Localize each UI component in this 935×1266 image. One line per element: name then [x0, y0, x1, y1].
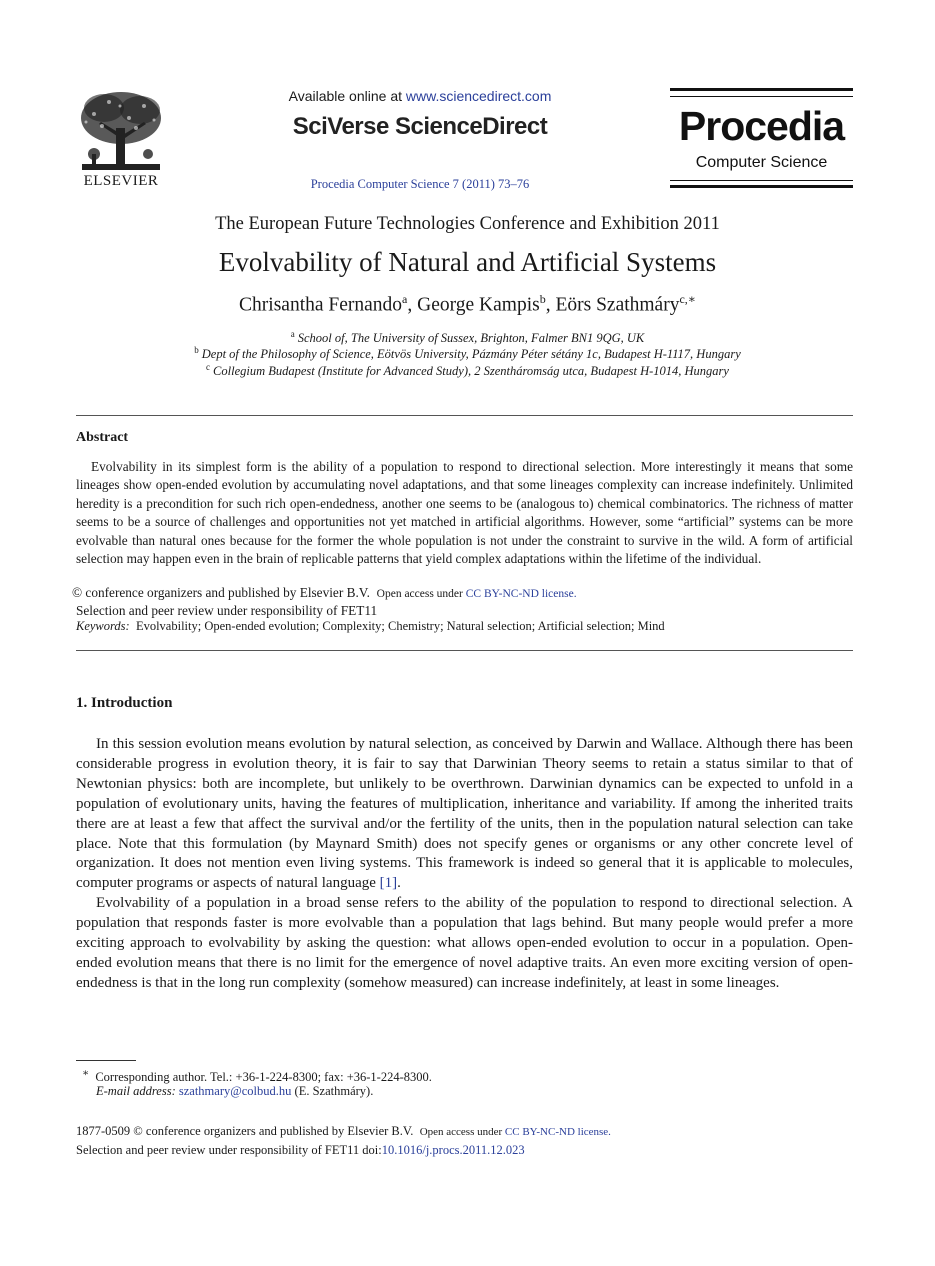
footer-copyright: © conference organizers and published by Elsevier B.V.: [133, 1124, 414, 1138]
footnote-rule: [76, 1060, 136, 1061]
author-separator: ,: [407, 294, 418, 316]
author-separator: ,: [545, 294, 556, 316]
footnote-text: Corresponding author. Tel.: +36-1-224-8300; fax: +36-1-224-8300.: [95, 1070, 432, 1085]
affiliation: [0, 329, 935, 346]
abstract-body: Evolvability in its simplest form is the ability of a population to respond to directional selection. More interestingly it means that some lineages show open-ended evolution by accumulating novel adaptations, and that some lineages complexity can increase indefinitely. Unlimited heredity is a precondition for such rich open-endedness, another one seems to be (analogous to) chemical combinatorics. The richness of matter seems to be a source of challenges and opportunities not yet matched in artificial algorithms. However, some “artificial” systems can be more evolvable than natural ones because for the former the whole population is not under the constraint to survive in the wild. A form of artificial selection may happen even in the brain of replicable patterns that yield complex adaptations within the lifetime of the individual.: [76, 459, 853, 567]
license-link[interactable]: CC BY-NC-ND license.: [465, 588, 577, 600]
platform-name: SciVerse ScienceDirect: [292, 113, 548, 140]
footer-license-link[interactable]: CC BY-NC-ND license.: [504, 1126, 611, 1138]
footnote-email: [96, 1084, 373, 1099]
issn: 1877-0509: [76, 1124, 131, 1138]
affiliation: [0, 345, 935, 362]
divider: [76, 650, 853, 651]
keywords-label: Keywords:: [76, 619, 130, 633]
affiliation-text: Collegium Budapest (Institute for Advanced Study), 2 Szentháromság utca, Budapest H-1014, Hungary: [213, 364, 729, 379]
procedia-logo-subtitle: Computer Science: [695, 154, 828, 171]
keywords-list: Evolvability; Open-ended evolution; Complexity; Chemistry; Natural selection; Artificial selection; Mind: [135, 619, 665, 633]
open-access-text: Open access under: [376, 588, 466, 600]
intro-paragraph: Evolvability of a population in a broad sense refers to the ability of the population to respond to directional selection. A population that responds faster is more evolvable than a population that lags behind. But many people would prefer a more exciting approach to evolvability by asking the question: what allows open-ended evolution to occur in a population. Open-ended evolution means that there is no limit for the emergence of novel adaptive traits. An even more exciting version of open-endedness is that in the long run complexity (somehow measured) can increase indefinitely, at least in some lineages.: [76, 895, 853, 991]
divider: [76, 415, 853, 416]
journal-reference[interactable]: Procedia Computer Science 7 (2011) 73–76: [310, 177, 530, 191]
author-name: Chrisantha Fernando: [239, 294, 403, 316]
affiliation: [0, 362, 935, 379]
affiliation-text: School of, The University of Sussex, Brighton, Falmer BN1 9QG, UK: [297, 331, 645, 346]
paragraph-text: In this session evolution means evolution by natural selection, as conceived by Darwin and Wallace. Although there has been considerable progress in evolution theory, it is fair to say that Darwinian Theory seems to retain a status similar to that of Newtonian physics: both are incomplete, but unlikely to be overthrown. Darwinian dynamics can be expected to unfold in a population of evolutionary units, having the features of multiplication, inheritance and variability. If among the inherited traits there are at least a few that affect the survival and/or the fertility of the units, then in the population natural selection can take place. Note that this formulation (by Maynard Smith) does not specify genes or organisms or any other concrete level of organization. It does not mention even living systems. This framework is indeed so general that it is applicable to molecules, computer programs or aspects of natural language: [76, 736, 853, 892]
author-name: George Kampis: [417, 294, 540, 316]
peer-review-note: Selection and peer review under responsibility of FET11: [76, 603, 378, 618]
email-suffix: (E. Szathmáry).: [294, 1084, 374, 1098]
doi-label: doi:: [362, 1143, 382, 1157]
footer-issn: [76, 1124, 611, 1139]
abstract-heading: Abstract: [76, 430, 129, 445]
affiliation-marker: c: [206, 362, 211, 372]
available-online: [250, 88, 590, 104]
procedia-logo: [670, 88, 853, 190]
footer-peer-review: Selection and peer review under responsibility of FET11: [76, 1143, 360, 1157]
citation-link[interactable]: [1]: [379, 875, 398, 892]
copyright-text: © conference organizers and published by Elsevier B.V.: [72, 585, 370, 600]
sciencedirect-link[interactable]: www.sciencedirect.com: [405, 88, 552, 104]
available-prefix: Available online at: [288, 88, 406, 104]
elsevier-wordmark: ELSEVIER: [83, 173, 159, 189]
abstract-copyright: [72, 585, 577, 601]
affiliation-text: Dept of the Philosophy of Science, Eötvös University, Pázmány Péter sétány 1c, Budapest H-1117, Hungary: [201, 347, 741, 362]
conference-name: The European Future Technologies Conference and Exhibition 2011: [215, 214, 720, 234]
author-name: Eörs Szathmáry: [555, 294, 680, 316]
author-affil-marker: b: [539, 292, 546, 306]
open-access-text: Open access under: [419, 1126, 505, 1138]
keywords: [76, 619, 665, 634]
email-label: E-mail address:: [96, 1084, 176, 1098]
email-link[interactable]: szathmary@colbud.hu: [178, 1084, 292, 1098]
doi-link[interactable]: 10.1016/j.procs.2011.12.023: [381, 1143, 525, 1157]
author-list: [0, 292, 935, 317]
affiliation-marker: a: [290, 329, 295, 339]
intro-paragraph: [76, 735, 853, 894]
section-heading: 1. Introduction: [76, 695, 173, 711]
paragraph-end: .: [397, 875, 401, 892]
author-affil-marker: a: [402, 292, 408, 306]
footnote-marker: ∗: [82, 1068, 90, 1079]
paper-title: Evolvability of Natural and Artificial Systems: [218, 247, 717, 277]
author-affil-marker: c,∗: [679, 292, 696, 306]
procedia-logo-title: Procedia: [678, 103, 845, 149]
footer-doi: [76, 1143, 525, 1158]
footnote-corresponding: [82, 1067, 432, 1085]
affiliation-marker: b: [194, 345, 199, 355]
